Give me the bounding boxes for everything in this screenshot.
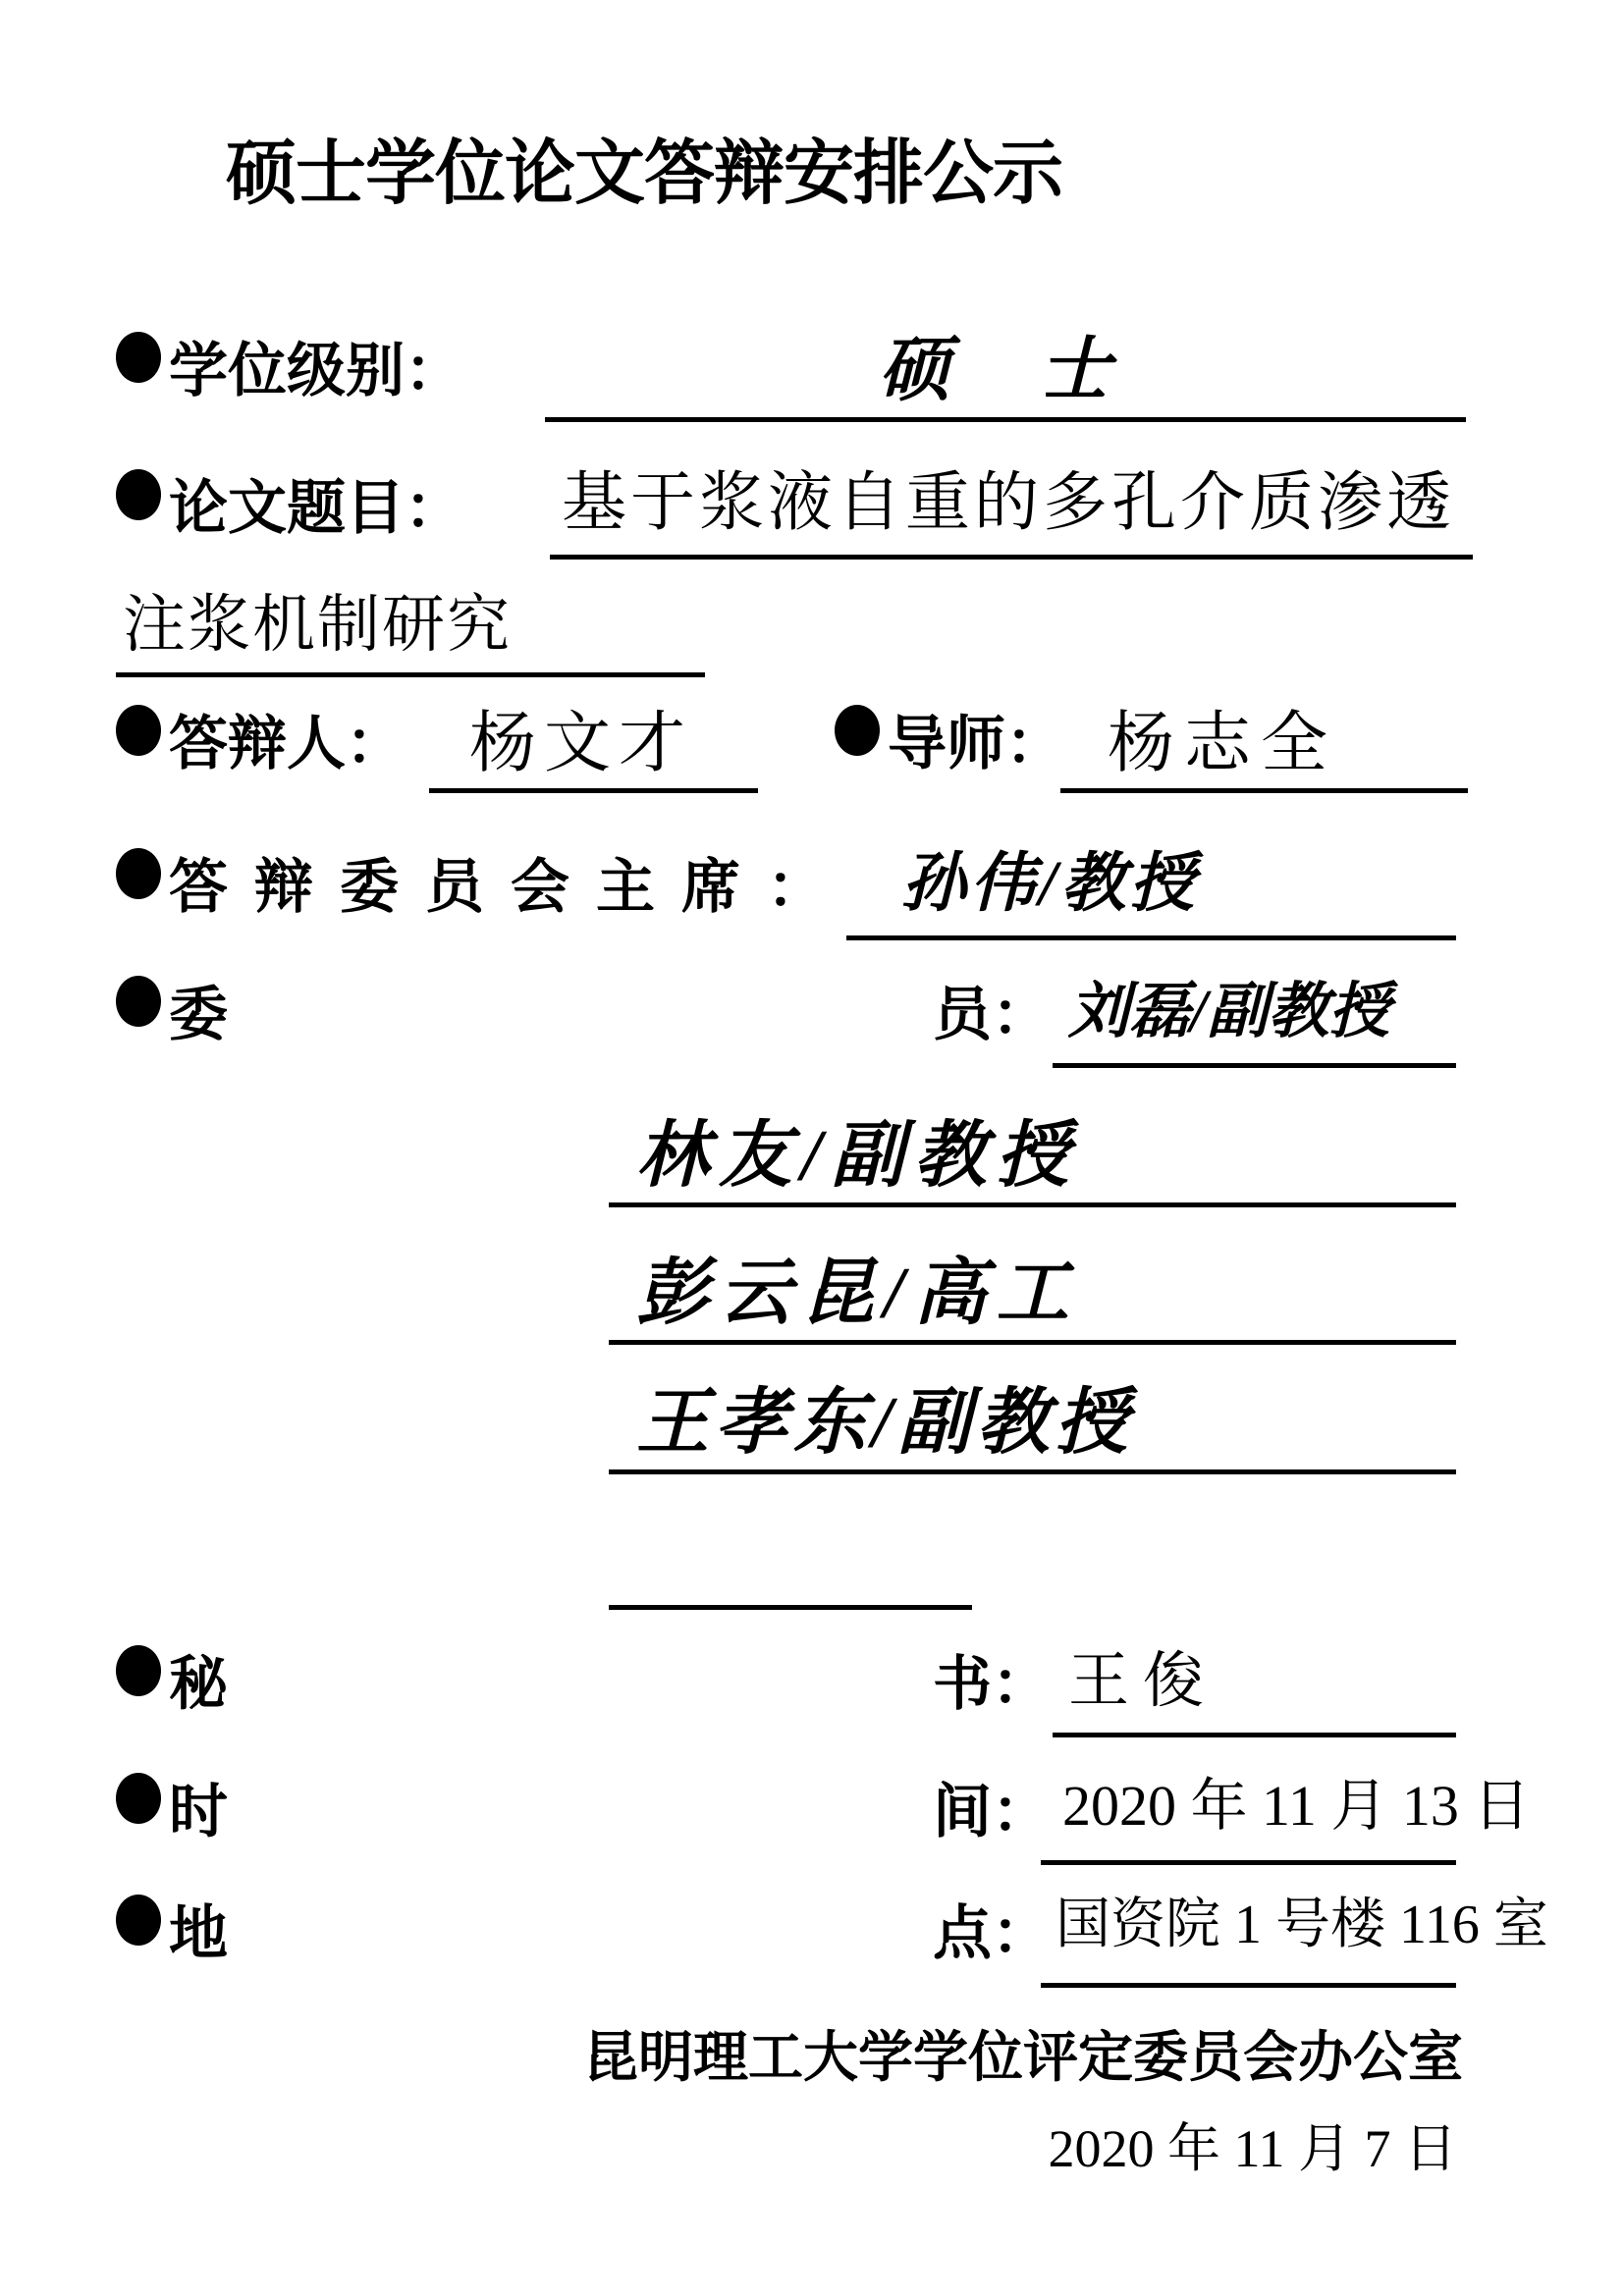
- time-underline: [1041, 1860, 1456, 1865]
- bullet-icon: [835, 705, 880, 756]
- committee-member-value: 彭云昆/高工: [636, 1254, 1079, 1334]
- thesis-title-underline-1: [550, 555, 1473, 560]
- secretary-value: 王俊: [1068, 1648, 1218, 1715]
- committee-member-value: 刘磊/副教授: [1068, 979, 1390, 1045]
- bullet-icon: [116, 705, 161, 756]
- committee-member-value: 王孝东/副教授: [636, 1383, 1134, 1464]
- bullet-icon: [116, 469, 161, 520]
- degree-level-label: 学位级别：: [169, 338, 463, 403]
- location-label-second: 点：: [933, 1900, 1051, 1966]
- advisor-underline: [1060, 788, 1468, 793]
- page-title: 硕士学位论文答辩安排公示: [226, 134, 1063, 213]
- advisor-value: 杨志全: [1108, 706, 1338, 780]
- degree-level-value: 硕 士: [879, 331, 1121, 409]
- bullet-icon: [116, 1895, 161, 1946]
- defender-underline: [429, 788, 758, 793]
- footer-date: 2020 年 11 月 7 日: [1048, 2119, 1457, 2178]
- committee-member-underline: [1053, 1063, 1456, 1068]
- location-label-first: 地: [169, 1900, 228, 1966]
- advisor-label: 导师：: [888, 711, 1064, 776]
- time-value: 2020 年 11 月 13 日: [1062, 1774, 1531, 1838]
- bullet-icon: [116, 848, 161, 899]
- committee-chair-label: 答辩委员会主席：: [169, 854, 852, 920]
- committee-member-blank-line: [609, 1605, 972, 1610]
- bullet-icon: [116, 976, 161, 1027]
- committee-member-underline: [609, 1469, 1456, 1474]
- time-label-first: 时: [169, 1779, 228, 1844]
- footer-office-name: 昆明理工大学学位评定委员会办公室: [583, 2028, 1463, 2089]
- secretary-underline: [1053, 1733, 1456, 1737]
- location-underline: [1041, 1983, 1456, 1988]
- bullet-icon: [116, 332, 161, 383]
- secretary-label-first: 秘: [169, 1651, 228, 1717]
- bullet-icon: [116, 1645, 161, 1696]
- defender-label: 答辩人：: [169, 711, 405, 776]
- time-label-second: 间：: [933, 1779, 1051, 1844]
- defender-value: 杨文才: [469, 706, 694, 780]
- committee-chair-underline: [846, 935, 1456, 940]
- committee-label-first: 委: [169, 982, 228, 1047]
- location-value: 国资院 1 号楼 116 室: [1056, 1895, 1548, 1955]
- degree-level-underline: [545, 417, 1466, 422]
- thesis-title-underline-2: [116, 672, 705, 677]
- thesis-title-label: 论文题目：: [169, 475, 463, 541]
- committee-label-second: 员：: [933, 982, 1051, 1047]
- bullet-icon: [116, 1773, 161, 1824]
- committee-member-value: 林友/副教授: [636, 1116, 1079, 1197]
- committee-member-underline: [609, 1202, 1456, 1207]
- thesis-title-value-line2: 注浆机制研究: [123, 590, 512, 660]
- secretary-label-second: 书：: [933, 1651, 1051, 1717]
- thesis-title-value-line1: 基于浆液自重的多孔介质渗透: [562, 467, 1455, 539]
- committee-member-underline: [609, 1340, 1456, 1345]
- committee-chair-value: 孙伟/教授: [901, 848, 1199, 920]
